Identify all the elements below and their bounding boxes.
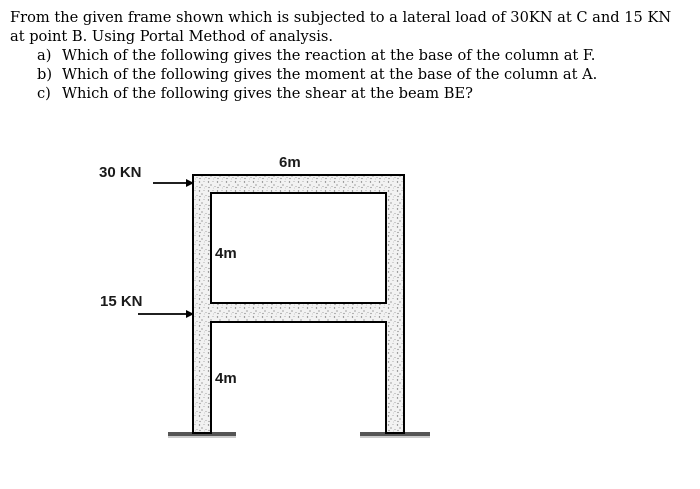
question-text: Which of the following gives the moment at the base of the column at A.: [62, 66, 598, 83]
load-label-top: 30 KN: [99, 164, 142, 181]
load-arrows: [138, 183, 193, 314]
question-text: Which of the following gives the shear at the beam BE?: [62, 85, 473, 102]
question-marker: c): [37, 85, 51, 102]
problem-statement: From the given frame shown which is subjected to a lateral load of 30KN at C and 15 KN at point B. Using Portal Method of analysis.: [10, 9, 672, 45]
question-marker: a): [37, 47, 52, 64]
question-text: Which of the following gives the reaction at the base of the column at F.: [62, 47, 596, 64]
load-label-middle: 15 KN: [100, 293, 143, 310]
height-label-lower: 4m: [215, 370, 237, 387]
height-label-upper: 4m: [215, 245, 237, 262]
span-label: 6m: [279, 154, 301, 171]
question-marker: b): [37, 66, 53, 83]
frame-structure: [193, 175, 404, 433]
